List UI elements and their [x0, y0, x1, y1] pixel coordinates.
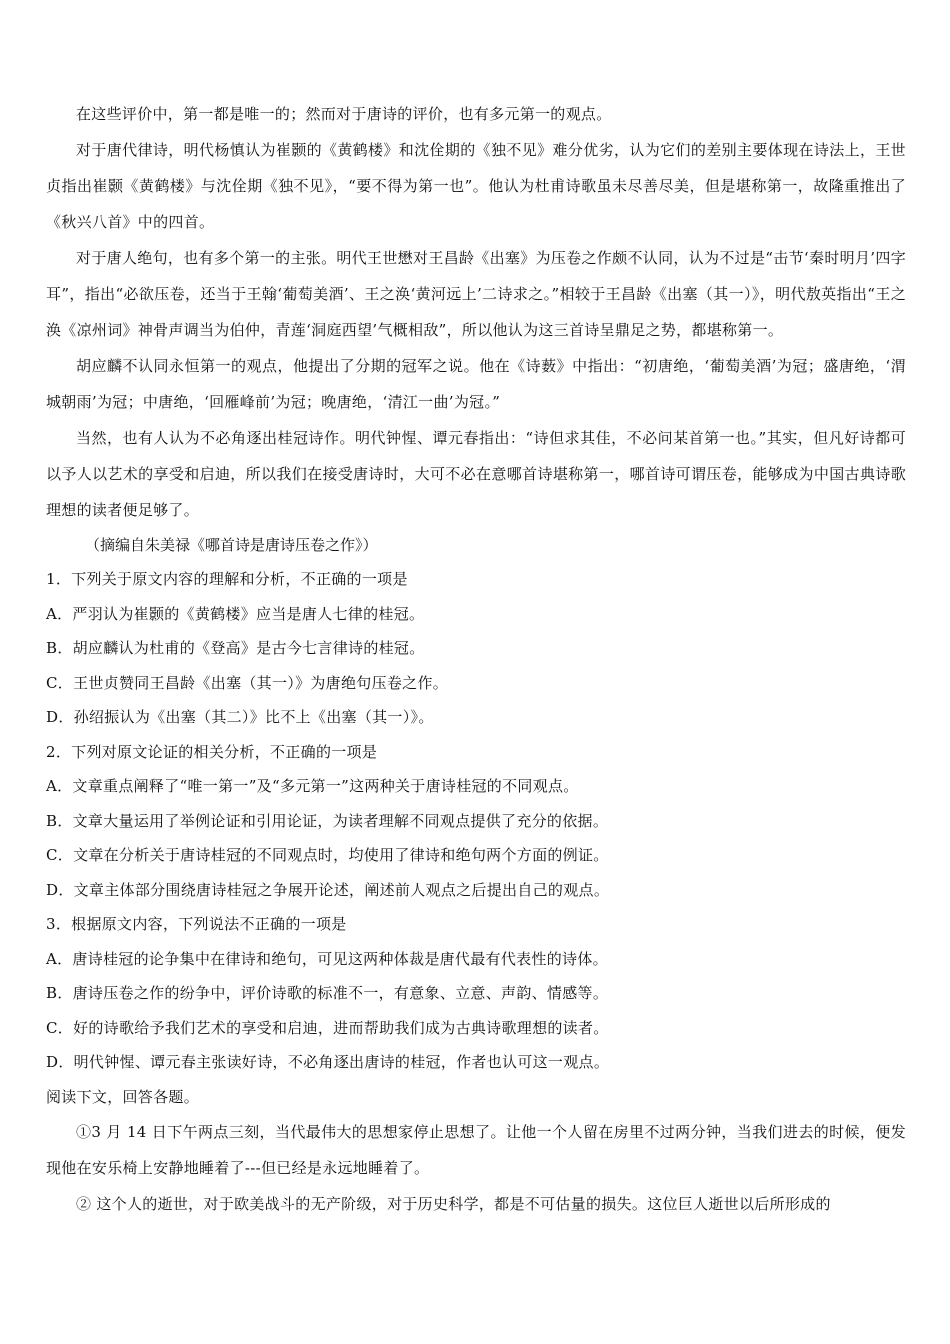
article-paragraph-1: 在这些评价中，第一都是唯一的；然而对于唐诗的评价，也有多元第一的观点。: [76, 105, 612, 123]
question-option: A．唐诗桂冠的论争集中在律诗和绝句，可见这两种体裁是唐代最有代表性的诗体。: [46, 949, 608, 968]
question-option: D．明代钟惺、谭元春主张读好诗，不必角逐出唐诗的桂冠，作者也认可这一观点。: [46, 1053, 610, 1071]
question-stem: 2．下列对原文论证的相关分析，不正确的一项是: [46, 742, 378, 761]
document-page: [46, 96, 906, 1222]
reading-instruction: 阅读下文，回答各题。: [46, 1087, 200, 1106]
article-paragraph-3: 对于唐人绝句，也有多个第一的主张。明代王世懋对王昌龄《出塞》为压卷之作颇不认同，认为不过是“击节‘秦时明月’四字耳”，指出“必欲压卷，还当于王翰‘葡萄美酒’、王之涣‘黄河远上’二诗求之。”相较于王昌龄《出塞（其一）》，明代敖英指出“王之涣《凉州词》神骨声调当为伯仲，青莲‘洞庭西望’气概相敌”，所以他认为这三首诗呈鼎足之势，都堪称第一。: [46, 249, 906, 339]
reading-paragraph-2: ② 这个人的逝世，对于欧美战斗的无产阶级，对于历史科学，都是不可估量的损失。这位巨人逝世以后所形成的: [76, 1195, 831, 1213]
question-option: D．文章主体部分围绕唐诗桂冠之争展开论述，阐述前人观点之后提出自己的观点。: [46, 880, 610, 899]
article-paragraph-4: 胡应麟不认同永恒第一的观点，他提出了分期的冠军之说。他在《诗薮》中指出：“初唐绝，‘葡萄美酒’为冠；盛唐绝，‘渭城朝雨’为冠；中唐绝，‘回雁峰前’为冠；晚唐绝，‘清江一曲’为冠。”: [46, 357, 906, 411]
question-1: [46, 562, 906, 735]
article-source: （摘编自朱美禄《哪首诗是唐诗压卷之作》）: [85, 536, 378, 554]
question-option: C．好的诗歌给予我们艺术的享受和启迪，进而帮助我们成为古典诗歌理想的读者。: [46, 1018, 609, 1037]
question-option: B．文章大量运用了举例论证和引用论证，为读者理解不同观点提供了充分的依据。: [46, 811, 609, 830]
article-paragraph-2: 对于唐代律诗，明代杨慎认为崔颢的《黄鹤楼》和沈佺期的《独不见》难分优劣，认为它们的差别主要体现在诗法上，王世贞指出崔颢《黄鹤楼》与沈佺期《独不见》，“要不得为第一也”。他认为杜甫诗歌虽未尽善尽美，但是堪称第一，故隆重推出了《秋兴八首》中的四首。: [46, 141, 906, 231]
question-option: B．唐诗压卷之作的纷争中，评价诗歌的标准不一，有意象、立意、声韵、情感等。: [46, 984, 609, 1002]
question-option: C．王世贞赞同王昌龄《出塞（其一）》为唐绝句压卷之作。: [46, 673, 449, 692]
article-paragraph-5: 当然，也有人认为不必角逐出桂冠诗作。明代钟惺、谭元春指出：“诗但求其佳，不必问某首第一也。”其实，但凡好诗都可以予人以艺术的享受和启迪，所以我们在接受唐诗时，大可不必在意哪首诗堪称第一，哪首诗可谓压卷，能够成为中国古典诗歌理想的读者便足够了。: [46, 429, 906, 519]
question-stem: 1．下列关于原文内容的理解和分析，不正确的一项是: [46, 570, 408, 588]
question-stem: 3．根据原文内容，下列说法不正确的一项是: [46, 915, 347, 933]
question-option: A．文章重点阐释了“唯一第一”及“多元第一”这两种关于唐诗桂冠的不同观点。: [46, 777, 579, 795]
reading-paragraph-1: ①3 月 14 日下午两点三刻，当代最伟大的思想家停止思想了。让他一个人留在房里不过两分钟，当我们进去的时候，便发现他在安乐椅上安静地睡着了---但已经是永远地睡着了。: [46, 1123, 906, 1177]
question-option: A．严羽认为崔颢的《黄鹤楼》应当是唐人七律的桂冠。: [46, 604, 425, 623]
question-option: C．文章在分析关于唐诗桂冠的不同观点时，均使用了律诗和绝句两个方面的例证。: [46, 846, 609, 864]
reading-section-2: [46, 1080, 906, 1223]
article-body: [46, 96, 906, 562]
question-3: [46, 907, 906, 1080]
question-option: D．孙绍振认为《出塞（其二）》比不上《出塞（其一）》。: [46, 708, 434, 726]
question-option: B．胡应麟认为杜甫的《登高》是古今七言律诗的桂冠。: [46, 639, 425, 657]
question-2: [46, 735, 906, 908]
